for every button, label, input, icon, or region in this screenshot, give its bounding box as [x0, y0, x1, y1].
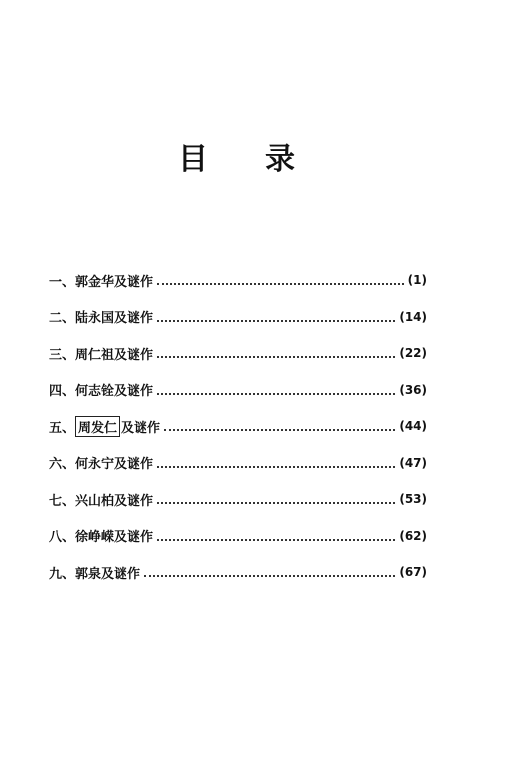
toc-leader-dots [157, 391, 395, 395]
toc-leader-dots [144, 573, 395, 577]
toc-entry-page: (67) [399, 565, 427, 580]
toc-entry-5[interactable] [49, 408, 427, 445]
toc-entry-4[interactable] [49, 372, 427, 409]
toc-entry-suffix: 及谜作 [114, 384, 154, 400]
toc-entry-number: 二、 [49, 311, 76, 327]
toc-entry-8[interactable] [49, 518, 427, 555]
toc-entry-page: (53) [399, 492, 427, 507]
toc-leader-dots [157, 354, 395, 358]
toc-entry-2[interactable] [49, 299, 427, 336]
toc-entry-suffix: 及谜作 [114, 493, 154, 509]
toc-leader-dots [157, 464, 395, 468]
toc-leader-dots [157, 318, 395, 322]
toc-entry-1[interactable] [49, 262, 427, 299]
toc-entry-page: (44) [399, 419, 427, 434]
toc-entry-suffix: 及谜作 [114, 530, 154, 546]
toc-entry-number: 九、 [49, 566, 76, 582]
toc-entry-name: 郭金华 [75, 274, 115, 290]
toc-entry-number: 六、 [49, 457, 76, 473]
toc-leader-dots [157, 281, 404, 285]
toc-entry-page: (14) [399, 309, 427, 324]
toc-leader-dots [157, 537, 395, 541]
toc-entry-page: (47) [399, 455, 427, 470]
toc-entry-name: 徐峥嵘 [75, 530, 115, 546]
toc-entry-number: 四、 [49, 384, 76, 400]
toc-entry-number: 七、 [49, 493, 76, 509]
table-of-contents [49, 262, 427, 591]
title-char-mu: 目 [178, 142, 208, 177]
toc-entry-6[interactable] [49, 445, 427, 482]
toc-entry-name: 周仁祖 [75, 347, 115, 363]
toc-entry-name: 兴山柏 [75, 493, 115, 509]
toc-entry-number: 一、 [49, 274, 76, 290]
toc-entry-3[interactable] [49, 335, 427, 372]
toc-entry-name: 何永宁 [75, 457, 115, 473]
toc-entry-name-highlighted: 周发仁 [75, 416, 120, 437]
toc-entry-number: 三、 [49, 347, 76, 363]
toc-entry-page: (1) [407, 273, 427, 288]
toc-entry-name: 郭泉 [75, 566, 102, 582]
toc-entry-suffix: 及谜作 [114, 457, 154, 473]
title-char-lu: 录 [265, 142, 295, 177]
toc-entry-page: (22) [399, 346, 427, 361]
toc-entry-page: (62) [399, 528, 427, 543]
toc-entry-suffix: 及谜作 [114, 274, 154, 290]
toc-entry-suffix: 及谜作 [101, 566, 141, 582]
page-title [0, 143, 505, 183]
toc-entry-7[interactable] [49, 481, 427, 518]
toc-leader-dots [164, 427, 395, 431]
toc-entry-name: 陆永国 [75, 311, 115, 327]
toc-leader-dots [157, 500, 395, 504]
toc-entry-suffix: 及谜作 [114, 347, 154, 363]
toc-entry-page: (36) [399, 382, 427, 397]
toc-entry-number: 五、 [49, 420, 76, 436]
toc-entry-9[interactable] [49, 554, 427, 591]
toc-entry-suffix: 及谜作 [121, 420, 161, 436]
toc-entry-name: 何志铨 [75, 384, 115, 400]
toc-entry-number: 八、 [49, 530, 76, 546]
toc-entry-suffix: 及谜作 [114, 311, 154, 327]
